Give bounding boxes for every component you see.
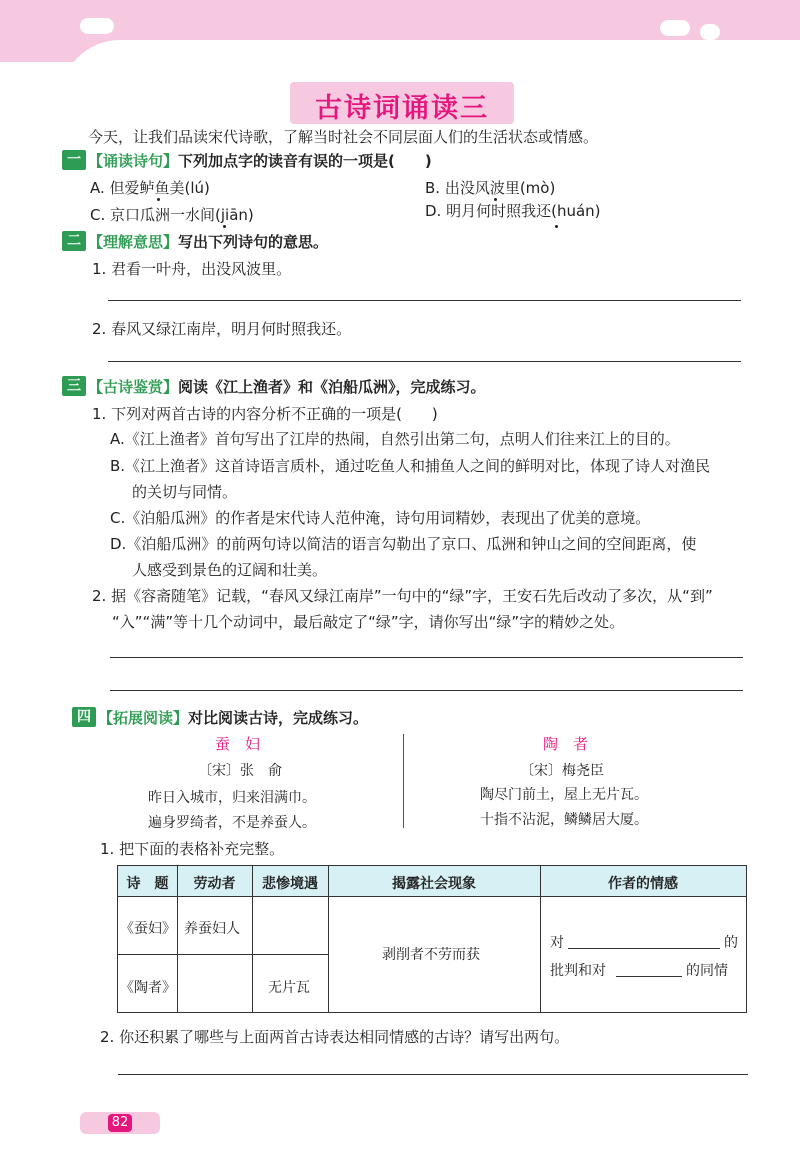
option-b: B. 出没风波里(mò) (425, 179, 556, 197)
section-prompt: 对比阅读古诗，完成练习。 (188, 709, 369, 727)
answer-line[interactable] (110, 657, 743, 658)
page-number: 82 (108, 1114, 132, 1132)
question-text: 2. 据《容斋随笔》记载，“春风又绿江南岸”一句中的“绿”字，王安石先后改动了多次，从“到” (92, 587, 713, 605)
question-text-cont: “入”“满”等十几个动词中，最后敲定了“绿”字，请你写出“绿”字的精妙之处。 (112, 613, 625, 631)
intro-text: 今天，让我们品读宋代诗歌，了解当时社会不同层面人们的生活状态或情感。 (88, 128, 599, 146)
section-number: 三 (62, 376, 86, 396)
poem-line: 昨日入城市，归来泪满巾。 (148, 790, 316, 806)
option-b: B.《江上渔者》这首诗语言质朴，通过吃鱼人和捕鱼人之间的鲜明对比，体现了诗人对渔民 (110, 457, 711, 475)
poem-title: 蚕 妇 (215, 735, 261, 753)
question-text: 1. 下列对两首古诗的内容分析不正确的一项是( ) (92, 405, 438, 423)
answer-blank[interactable] (616, 976, 682, 977)
table-cell: 剥削者不劳而获 (382, 947, 480, 963)
question-text: 1. 把下面的表格补充完整。 (100, 840, 285, 858)
section-prompt: 下列加点字的读音有误的一项是( ) (178, 152, 432, 170)
cloud-icon (660, 20, 690, 36)
option-d: D. 明月何时照我还(huán) (425, 202, 601, 220)
option-c: C. 京口瓜洲一水间(jiān) (90, 206, 254, 224)
section-heading (88, 376, 486, 397)
cloud-icon (80, 18, 114, 34)
poem-title: 陶 者 (543, 735, 589, 753)
table-cell: 的 (724, 935, 738, 951)
poem-divider (403, 734, 404, 828)
cloud-icon (700, 24, 720, 40)
question-text: 2. 你还积累了哪些与上面两首古诗表达相同情感的古诗？请写出两句。 (100, 1028, 570, 1046)
fill-table (117, 865, 747, 1013)
table-cell: 无片瓦 (268, 980, 310, 996)
section-tag: 【理解意思】 (88, 233, 179, 251)
section-tag: 【拓展阅读】 (98, 709, 189, 727)
answer-line[interactable] (118, 1074, 748, 1075)
table-cell: 批判和对 (550, 963, 606, 979)
poem-line: 遍身罗绮者，不是养蚕人。 (148, 815, 316, 831)
table-header-cell: 悲惨境遇 (262, 876, 318, 892)
question-text: 2. 春风又绿江南岸，明月何时照我还。 (92, 320, 352, 338)
section-number: 二 (62, 231, 86, 251)
table-cell: 《陶者》 (120, 980, 176, 996)
table-cell: 对 (550, 935, 564, 951)
section-number: 一 (62, 150, 86, 170)
section-heading (88, 150, 432, 171)
section-number: 四 (72, 707, 96, 727)
option-a: A.《江上渔者》首句写出了江岸的热闹，自然引出第二句，点明人们往来江上的目的。 (110, 430, 680, 448)
table-divider (118, 954, 328, 955)
page-title: 古诗词诵读三 (315, 93, 489, 124)
emphasis-dot (157, 198, 160, 201)
title-banner (290, 82, 514, 124)
section-tag: 【古诗鉴赏】 (88, 378, 179, 396)
table-cell: 的同情 (686, 963, 728, 979)
table-header-cell: 揭露社会现象 (392, 876, 476, 892)
option-d-cont: 人感受到景色的辽阔和壮美。 (132, 561, 328, 579)
emphasis-dot (494, 198, 497, 201)
table-header-cell: 劳动者 (193, 876, 236, 892)
emphasis-dot (223, 225, 226, 228)
poem-line: 陶尽门前土，屋上无片瓦。 (480, 787, 648, 803)
section-prompt: 阅读《江上渔者》和《泊船瓜洲》，完成练习。 (178, 378, 486, 396)
poem-author: 〔宋〕张 俞 (198, 763, 282, 779)
option-a: A. 但爱鲈鱼美(lú) (90, 179, 210, 197)
question-text: 1. 君看一叶舟，出没风波里。 (92, 260, 292, 278)
emphasis-dot (555, 225, 558, 228)
option-b-cont: 的关切与同情。 (132, 483, 238, 501)
table-header-cell: 作者的情感 (608, 876, 678, 892)
table-header-cell: 诗 题 (126, 876, 169, 892)
answer-line[interactable] (108, 361, 741, 362)
answer-line[interactable] (110, 690, 743, 691)
answer-line[interactable] (108, 300, 741, 301)
section-tag: 【诵读诗句】 (88, 152, 179, 170)
table-cell: 《蚕妇》 (120, 921, 176, 937)
section-prompt: 写出下列诗句的意思。 (178, 233, 329, 251)
table-cell: 养蚕妇人 (184, 921, 240, 937)
option-d: D.《泊船瓜洲》的前两句诗以简洁的语言勾勒出了京口、瓜洲和钟山之间的空间距离，使 (110, 535, 697, 553)
poem-author: 〔宋〕梅尧臣 (520, 763, 604, 779)
option-c: C.《泊船瓜洲》的作者是宋代诗人范仲淹，诗句用词精妙，表现出了优美的意境。 (110, 509, 651, 527)
poem-line: 十指不沾泥，鳞鳞居大厦。 (480, 812, 648, 828)
answer-blank[interactable] (568, 948, 720, 949)
section-heading (98, 707, 368, 728)
section-heading (88, 231, 328, 252)
